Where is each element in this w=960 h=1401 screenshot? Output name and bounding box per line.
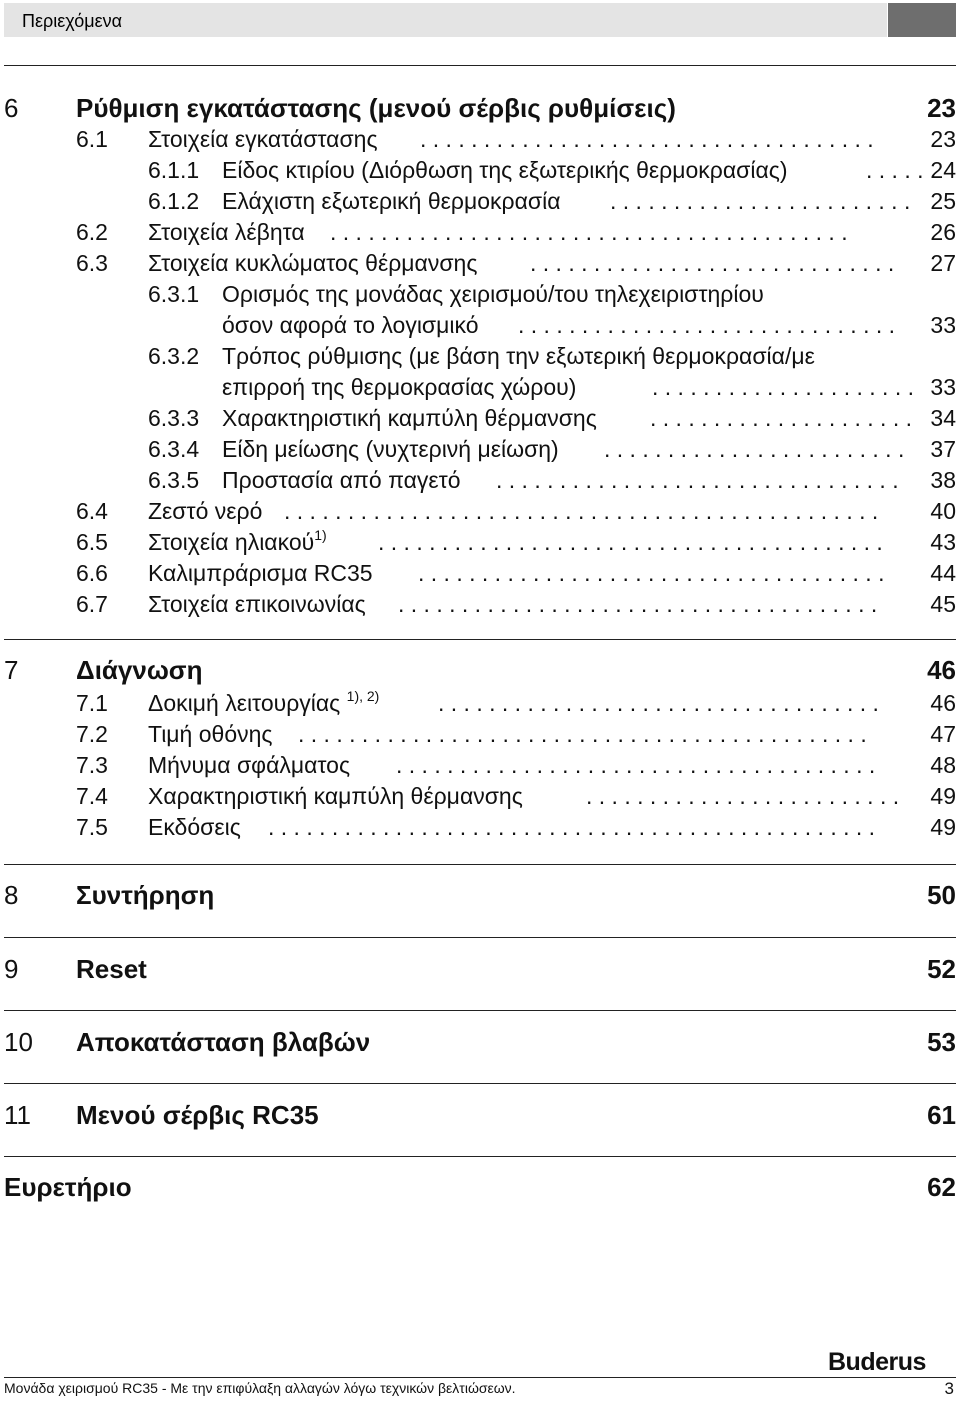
section-page: 52 <box>927 954 956 984</box>
toc-entry-6-3-3[interactable] <box>0 403 960 433</box>
entry-number: 6.3.4 <box>148 436 200 462</box>
footnote-marker: 1) <box>314 527 327 543</box>
index-page: 62 <box>927 1172 956 1202</box>
toc-entry-7-3[interactable] <box>0 750 960 780</box>
footer-page-number: 3 <box>944 1379 954 1398</box>
buderus-logo: Buderus <box>828 1348 926 1376</box>
header-accent-block <box>888 3 956 37</box>
entry-title: Καλιμπράρισμα RC35 <box>148 560 373 586</box>
entry-title-text: Δοκιμή λειτουργίας <box>148 690 341 716</box>
toc-entry-6-5[interactable] <box>0 527 960 557</box>
section-page: 46 <box>927 655 956 685</box>
section-number: 10 <box>4 1027 33 1057</box>
header-bar <box>4 3 887 37</box>
entry-number: 7.3 <box>76 752 108 778</box>
section-number: 7 <box>4 655 19 685</box>
entry-number: 6.3.1 <box>148 281 200 307</box>
divider <box>4 65 956 66</box>
entry-number: 6.2 <box>76 219 108 245</box>
divider <box>4 937 956 938</box>
divider <box>4 1156 956 1157</box>
toc-entry-6-3-2[interactable] <box>0 341 960 371</box>
toc-entry-6-3-2-cont[interactable] <box>0 372 960 402</box>
leader-dots: . . . . . . . . . . . . . . . . . . . . . . . . . . . . . . <box>518 312 896 338</box>
leader-dots: . . . . . . . . . . . . . . . . . . . . . . . . <box>610 188 911 214</box>
entry-number: 6.4 <box>76 498 108 524</box>
entry-title: Είδη μείωσης (νυχτερινή μείωση) <box>222 436 559 462</box>
entry-page: 33 <box>930 374 956 400</box>
entry-page: 24 <box>930 157 956 183</box>
entry-title <box>148 688 379 718</box>
divider <box>4 1083 956 1084</box>
section-number: 6 <box>4 93 19 123</box>
leader-dots: . . . . . . . . . . . . . . . . . . . . . . . . . . . . . . . . . . . . . . . . . <box>330 219 848 245</box>
section-page: 23 <box>927 93 956 123</box>
entry-title: Στοιχεία λέβητα <box>148 219 305 245</box>
leader-dots: . . . . . . . . . . . . . . . . . . . . . . . . . <box>586 783 900 809</box>
entry-page: 34 <box>930 405 956 431</box>
leader-dots: . . . . . . . . . . . . . . . . . . . . . . . . . . . . . . . . . . . . . . <box>396 752 876 778</box>
toc-entry-6-3[interactable] <box>0 248 960 278</box>
toc-entry-7-5[interactable] <box>0 812 960 842</box>
entry-page: 23 <box>930 126 956 152</box>
entry-number: 7.1 <box>76 690 108 716</box>
leader-dots: . . . . . . . . . . . . . . . . . . . . . . . . . . . . . . . . <box>496 467 899 493</box>
entry-title: Εκδόσεις <box>148 814 241 840</box>
entry-title: Στοιχεία κυκλώματος θέρμανσης <box>148 250 478 276</box>
toc-section-6[interactable] <box>0 93 960 123</box>
divider <box>4 639 956 640</box>
toc-entry-6-2[interactable] <box>0 217 960 247</box>
entry-title-continued: επιρροή της θερμοκρασίας χώρου) <box>222 374 577 400</box>
entry-number: 6.3 <box>76 250 108 276</box>
entry-page: 37 <box>930 436 956 462</box>
page-header-title: Περιεχόμενα <box>22 11 123 31</box>
section-title: Συντήρηση <box>76 880 215 910</box>
section-number: 9 <box>4 954 19 984</box>
entry-title: Στοιχεία εγκατάστασης <box>148 126 378 152</box>
toc-entry-6-7[interactable] <box>0 589 960 619</box>
divider <box>4 864 956 865</box>
entry-number: 6.6 <box>76 560 108 586</box>
entry-title <box>148 527 327 557</box>
entry-number: 6.1.2 <box>148 188 200 214</box>
entry-title: Χαρακτηριστική καμπύλη θέρμανσης <box>148 783 523 809</box>
leader-dots: . . . . . . . . . . . . . . . . . . . . . . . . . . . . . <box>530 250 895 276</box>
toc-entry-6-1-2[interactable] <box>0 186 960 216</box>
toc-entry-7-4[interactable] <box>0 781 960 811</box>
entry-title: Ελάχιστη εξωτερική θερμοκρασία <box>222 188 561 214</box>
entry-number: 7.2 <box>76 721 108 747</box>
entry-number: 6.3.3 <box>148 405 200 431</box>
entry-number: 7.5 <box>76 814 108 840</box>
section-page: 61 <box>927 1100 956 1130</box>
leader-dots: . . . . . . . . . . . . . . . . . . . . . . . . . . . . . . . . . . . . . . . . . . . . . <box>298 721 867 747</box>
toc-section-9[interactable] <box>0 954 960 984</box>
toc-entry-7-1[interactable] <box>0 688 960 718</box>
entry-page: 40 <box>930 498 956 524</box>
section-title: Διάγνωση <box>76 655 203 685</box>
entry-number: 6.5 <box>76 529 108 555</box>
entry-number: 6.1.1 <box>148 157 200 183</box>
entry-page: 49 <box>930 814 956 840</box>
toc-index[interactable] <box>0 1172 960 1202</box>
section-page: 50 <box>927 880 956 910</box>
section-title: Μενού σέρβις RC35 <box>76 1100 319 1130</box>
toc-entry-6-3-1-cont[interactable] <box>0 310 960 340</box>
section-number: 8 <box>4 880 19 910</box>
leader-dots: . . . . . . <box>866 157 937 183</box>
entry-page: 43 <box>930 529 956 555</box>
toc-entry-6-3-5[interactable] <box>0 465 960 495</box>
entry-title: Μήνυμα σφάλματος <box>148 752 351 778</box>
toc-entry-7-2[interactable] <box>0 719 960 749</box>
section-number: 11 <box>4 1100 31 1130</box>
footer-divider <box>4 1377 956 1378</box>
entry-title: Είδος κτιρίου (Διόρθωση της εξωτερικής θερμοκρασίας) <box>222 157 788 183</box>
entry-page: 38 <box>930 467 956 493</box>
leader-dots: . . . . . . . . . . . . . . . . . . . . . . . . <box>604 436 905 462</box>
leader-dots: . . . . . . . . . . . . . . . . . . . . . . . . . . . . . . . . . . . . . <box>418 560 885 586</box>
toc-section-8[interactable] <box>0 880 960 910</box>
footnote-marker: 1), 2) <box>346 688 380 704</box>
footer-text: Μονάδα χειρισμού RC35 - Με την επιφύλαξη αλλαγών λόγω τεχνικών βελτιώσεων. <box>4 1380 516 1396</box>
entry-number: 6.7 <box>76 591 108 617</box>
divider <box>4 1010 956 1011</box>
toc-section-10[interactable] <box>0 1027 960 1057</box>
entry-page: 33 <box>930 312 956 338</box>
section-page: 53 <box>927 1027 956 1057</box>
entry-number: 6.3.5 <box>148 467 200 493</box>
entry-page: 48 <box>930 752 956 778</box>
leader-dots: . . . . . . . . . . . . . . . . . . . . . . . . . . . . . . . . . . . . . . . . . . . . . . . <box>284 498 879 524</box>
entry-title: Στοιχεία επικοινωνίας <box>148 591 366 617</box>
entry-number: 7.4 <box>76 783 108 809</box>
toc-section-11[interactable] <box>0 1100 960 1130</box>
entry-title-continued: όσον αφορά το λογισμικό <box>222 312 479 338</box>
entry-page: 46 <box>930 690 956 716</box>
entry-title: Ορισμός της μονάδας χειρισμού/του τηλεχειριστηρίου <box>222 281 764 307</box>
entry-number: 6.1 <box>76 126 108 152</box>
entry-title: Τιμή οθόνης <box>148 721 273 747</box>
entry-title: Προστασία από παγετό <box>222 467 461 493</box>
toc-section-7[interactable] <box>0 655 960 685</box>
entry-page: 47 <box>930 721 956 747</box>
leader-dots: . . . . . . . . . . . . . . . . . . . . . <box>650 405 912 431</box>
entry-page: 27 <box>930 250 956 276</box>
toc-entry-6-6[interactable] <box>0 558 960 588</box>
index-title: Ευρετήριο <box>4 1172 132 1202</box>
section-title: Reset <box>76 954 147 984</box>
toc-entry-6-1-1[interactable] <box>0 155 960 185</box>
leader-dots: . . . . . . . . . . . . . . . . . . . . . . . . . . . . . . . . . . . . . . <box>398 591 878 617</box>
toc-entry-6-1[interactable] <box>0 124 960 154</box>
entry-title: Ζεστό νερό <box>148 498 263 524</box>
entry-page: 44 <box>930 560 956 586</box>
entry-page: 45 <box>930 591 956 617</box>
toc-entry-6-3-1[interactable] <box>0 279 960 309</box>
entry-title-text: Στοιχεία ηλιακού <box>148 529 315 555</box>
entry-title: Τρόπος ρύθμισης (με βάση την εξωτερική θερμοκρασία/με <box>222 343 815 369</box>
leader-dots: . . . . . . . . . . . . . . . . . . . . . . . . . . . . . . . . . . . . . . . . <box>378 529 883 555</box>
entry-number: 6.3.2 <box>148 343 200 369</box>
toc-entry-6-4[interactable] <box>0 496 960 526</box>
entry-page: 26 <box>930 219 956 245</box>
entry-page: 25 <box>930 188 956 214</box>
section-title: Ρύθμιση εγκατάστασης (μενού σέρβις ρυθμίσεις) <box>76 93 676 123</box>
leader-dots: . . . . . . . . . . . . . . . . . . . . . . . . . . . . . . . . . . . . <box>420 126 874 152</box>
leader-dots: . . . . . . . . . . . . . . . . . . . . . <box>652 374 914 400</box>
toc-entry-6-3-4[interactable] <box>0 434 960 464</box>
leader-dots: . . . . . . . . . . . . . . . . . . . . . . . . . . . . . . . . . . . . . . . . . . . . . . . . <box>268 814 876 840</box>
leader-dots: . . . . . . . . . . . . . . . . . . . . . . . . . . . . . . . . . . . <box>438 690 879 716</box>
entry-page: 49 <box>930 783 956 809</box>
section-title: Αποκατάσταση βλαβών <box>76 1027 371 1057</box>
entry-title: Χαρακτηριστική καμπύλη θέρμανσης <box>222 405 597 431</box>
